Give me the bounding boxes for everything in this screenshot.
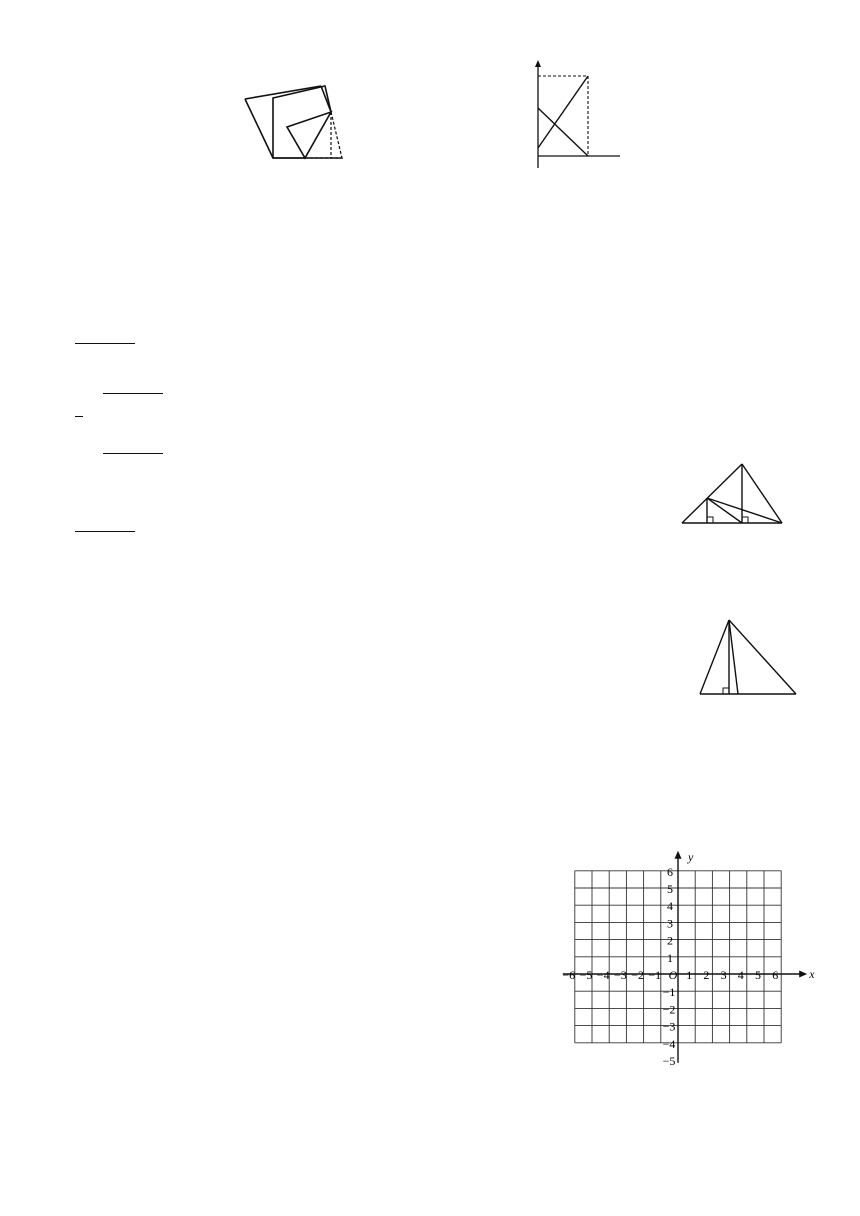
figure-9-shape (225, 72, 360, 177)
grid-y-tick: 6 (667, 864, 673, 879)
grid-x-tick: −1 (648, 968, 662, 982)
grid-x-tick: 1 (686, 968, 693, 982)
grid-y-tick: −4 (662, 1036, 676, 1051)
grid-x-tick: 5 (755, 968, 761, 982)
grid-x-tick: 3 (720, 968, 727, 982)
grid-y-tick: −5 (662, 1054, 676, 1068)
grid-y-tick: 2 (667, 933, 673, 948)
q14-line3 (75, 512, 135, 538)
figure-15 (688, 608, 813, 713)
grid-y-tick: 1 (667, 950, 673, 965)
q13-line1 (75, 402, 83, 428)
q12-blank (103, 378, 163, 394)
grid-x-tick: −4 (596, 968, 610, 982)
q11-blank (75, 328, 135, 344)
fig10-line-jia (538, 76, 588, 148)
grid-y-tick: −2 (662, 1002, 676, 1017)
grid-x-label: x (809, 967, 815, 981)
grid-origin: O (668, 968, 678, 982)
y-axis-arrow (675, 851, 682, 859)
q13-frac2-num (79, 416, 83, 417)
grid-y-tick: 5 (667, 882, 673, 896)
grid-x-tick: −6 (562, 968, 576, 982)
grid-y-tick: −1 (662, 985, 676, 1000)
grid-x-tick: −2 (631, 968, 644, 982)
figure-10 (500, 58, 650, 176)
q13-fraction-2 (79, 416, 83, 417)
q12-line2 (103, 374, 163, 400)
grid-y-label: y (688, 849, 694, 864)
coordinate-grid (555, 849, 815, 1098)
grid-x-tick: 4 (737, 968, 744, 982)
grid-y-tick: 3 (667, 916, 673, 931)
grid-x-tick: 6 (772, 968, 779, 982)
q13-blank (103, 438, 163, 454)
grid-x-tick: 2 (703, 968, 710, 982)
x-axis-arrow (799, 971, 807, 978)
grid-x-tick: −3 (614, 968, 627, 982)
grid-y-tick: 4 (667, 899, 673, 914)
fig10-line-yi (538, 108, 588, 156)
figure-14 (670, 452, 795, 542)
grid-x-tick: −5 (579, 968, 593, 982)
q13-line2 (103, 434, 163, 460)
q11 (75, 324, 135, 350)
q14-blank (75, 516, 135, 532)
grid-y-tick: −3 (662, 1019, 676, 1034)
